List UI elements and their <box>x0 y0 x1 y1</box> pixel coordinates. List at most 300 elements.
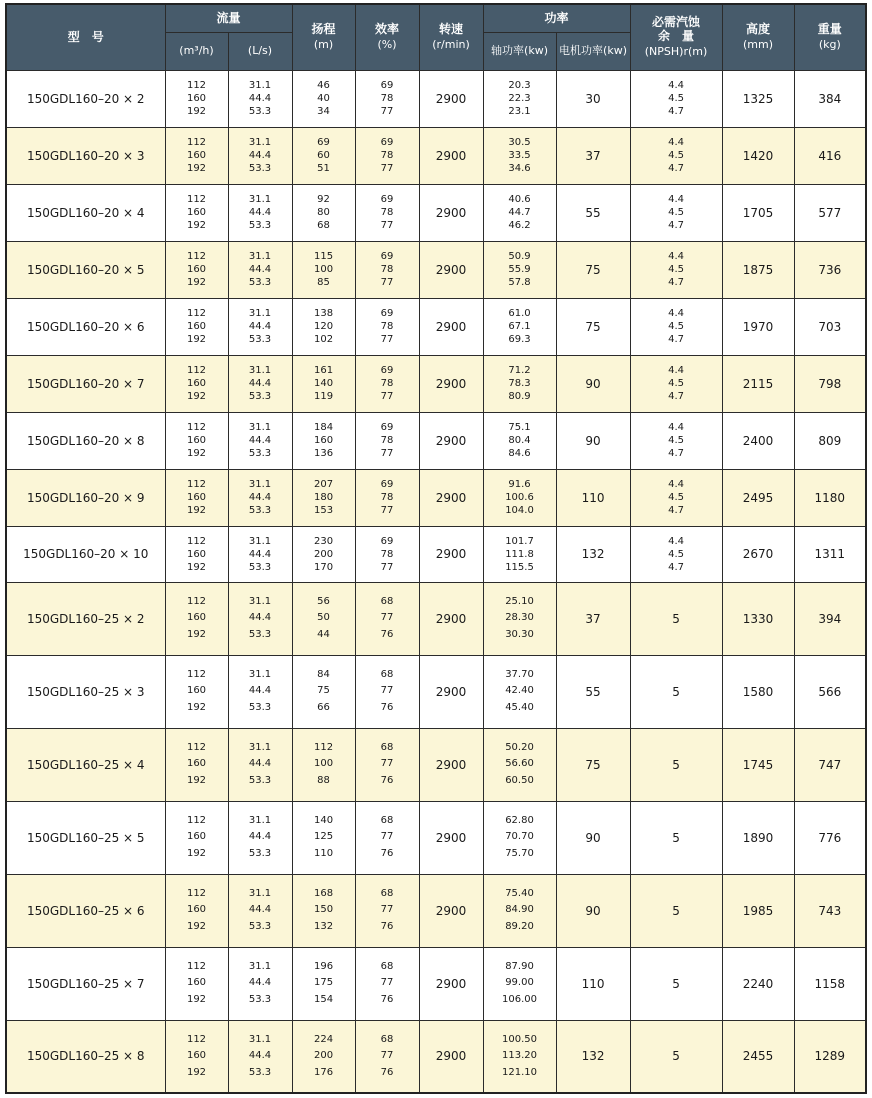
head-cell-value: 175 <box>313 977 334 989</box>
head-cell-value: 40 <box>317 93 330 104</box>
efficiency-cell-value: 77 <box>380 904 394 916</box>
head-cell <box>292 184 355 241</box>
efficiency-cell <box>355 874 419 947</box>
speed-cell: 2900 <box>419 874 483 947</box>
head-cell-value: 150 <box>313 904 334 916</box>
header-weight <box>794 4 866 70</box>
npsh-cell: 5 <box>630 1020 722 1093</box>
flow-m3h-cell-value: 160 <box>186 904 207 916</box>
motor-power-cell: 37 <box>556 582 630 655</box>
shaft-power-cell-value: 80.9 <box>508 391 531 402</box>
head-cell <box>292 70 355 127</box>
npsh-cell <box>630 70 722 127</box>
head-cell-value: 60 <box>317 150 330 161</box>
shaft-power-cell-value: 71.2 <box>508 365 531 376</box>
efficiency-cell-value: 69 <box>380 194 394 205</box>
flow-ls-cell-value: 53.3 <box>248 993 272 1005</box>
shaft-power-cell <box>483 728 556 801</box>
table-row <box>6 355 866 412</box>
head-cell <box>292 1020 355 1093</box>
flow-m3h-cell-value: 160 <box>186 93 207 104</box>
flow-m3h-cell-value: 192 <box>186 106 207 117</box>
flow-m3h-cell-value: 160 <box>186 435 207 446</box>
header-height-unit: (mm) <box>743 38 774 52</box>
npsh-cell-value: 4.7 <box>668 391 684 402</box>
flow-ls-cell-value: 31.1 <box>248 80 272 91</box>
flow-ls-cell-value: 53.3 <box>248 391 272 402</box>
flow-m3h-cell-value: 192 <box>186 448 207 459</box>
npsh-cell: 5 <box>630 582 722 655</box>
head-cell-value: 184 <box>313 422 334 433</box>
efficiency-cell-value: 78 <box>380 321 394 332</box>
shaft-power-cell-value: 106.00 <box>502 993 538 1005</box>
table-row <box>6 801 866 874</box>
flow-m3h-cell-value: 160 <box>186 378 207 389</box>
flow-ls-cell-value: 31.1 <box>248 960 272 972</box>
head-cell-value: 119 <box>313 391 334 402</box>
flow-ls-cell-value: 53.3 <box>248 1066 272 1078</box>
shaft-power-cell-value: 23.1 <box>508 106 531 117</box>
shaft-power-cell <box>483 655 556 728</box>
height-cell: 1580 <box>722 655 794 728</box>
height-cell: 1970 <box>722 298 794 355</box>
shaft-power-cell-value: 40.6 <box>508 194 531 205</box>
motor-power-cell: 90 <box>556 801 630 874</box>
table-row <box>6 298 866 355</box>
head-cell-value: 84 <box>317 668 330 680</box>
model-cell: 150GDL160–25 × 2 <box>6 582 165 655</box>
header-npsh-line1: 必需汽蚀 <box>652 15 701 30</box>
efficiency-cell-value: 77 <box>380 505 394 516</box>
head-cell-value: 170 <box>313 561 334 573</box>
flow-m3h-cell <box>165 947 228 1020</box>
npsh-cell-value: 4.5 <box>668 378 684 389</box>
header-flow: 流量 <box>165 4 292 32</box>
shaft-power-cell-value: 84.90 <box>505 904 534 916</box>
flow-m3h-cell <box>165 184 228 241</box>
shaft-power-cell-value: 34.6 <box>508 163 531 174</box>
flow-ls-cell-value: 53.3 <box>248 163 272 174</box>
head-cell-value: 176 <box>313 1066 334 1078</box>
flow-m3h-cell-value: 160 <box>186 1050 207 1061</box>
table-body <box>6 70 866 1093</box>
npsh-cell: 5 <box>630 947 722 1020</box>
head-cell-value: 68 <box>317 220 330 231</box>
head-cell-value: 140 <box>313 814 334 826</box>
flow-m3h-cell-value: 192 <box>186 220 207 231</box>
efficiency-cell-value: 68 <box>380 595 394 607</box>
flow-ls-cell-value: 31.1 <box>248 1033 272 1045</box>
shaft-power-cell-value: 113.20 <box>502 1050 538 1061</box>
flow-ls-cell-value: 31.1 <box>248 137 272 148</box>
spec-table-container <box>5 3 865 1091</box>
head-cell-value: 46 <box>317 80 330 91</box>
efficiency-cell-value: 76 <box>380 1066 394 1078</box>
shaft-power-cell-value: 115.5 <box>505 561 534 573</box>
motor-power-cell: 90 <box>556 355 630 412</box>
efficiency-cell-value: 78 <box>380 435 394 446</box>
shaft-power-cell-value: 33.5 <box>508 150 531 161</box>
efficiency-cell-value: 77 <box>380 163 394 174</box>
header-flow-m3h: (m³/h) <box>165 32 228 70</box>
flow-ls-cell <box>228 582 292 655</box>
motor-power-cell: 90 <box>556 874 630 947</box>
efficiency-cell-value: 78 <box>380 93 394 104</box>
head-cell <box>292 298 355 355</box>
table-row <box>6 412 866 469</box>
head-cell <box>292 526 355 582</box>
weight-cell: 577 <box>794 184 866 241</box>
flow-ls-cell-value: 44.4 <box>248 548 272 560</box>
flow-ls-cell-value: 31.1 <box>248 251 272 262</box>
flow-ls-cell-value: 44.4 <box>248 904 272 916</box>
npsh-cell: 5 <box>630 801 722 874</box>
shaft-power-cell-value: 55.9 <box>508 264 531 275</box>
npsh-cell-value: 4.4 <box>668 422 684 433</box>
model-cell: 150GDL160–20 × 9 <box>6 469 165 526</box>
shaft-power-cell-value: 69.3 <box>508 334 531 345</box>
efficiency-cell <box>355 355 419 412</box>
efficiency-cell <box>355 801 419 874</box>
weight-cell: 809 <box>794 412 866 469</box>
shaft-power-cell-value: 60.50 <box>505 774 534 786</box>
efficiency-cell <box>355 947 419 1020</box>
npsh-cell-value: 4.4 <box>668 194 684 205</box>
height-cell: 1325 <box>722 70 794 127</box>
weight-cell: 1180 <box>794 469 866 526</box>
npsh-cell-value: 4.5 <box>668 207 684 218</box>
npsh-cell-value: 4.5 <box>668 150 684 161</box>
pump-spec-table <box>5 3 867 1094</box>
npsh-cell <box>630 298 722 355</box>
height-cell: 2240 <box>722 947 794 1020</box>
flow-ls-cell-value: 53.3 <box>248 920 272 932</box>
npsh-cell-value: 4.4 <box>668 80 684 91</box>
efficiency-cell-value: 78 <box>380 150 394 161</box>
efficiency-cell-value: 76 <box>380 847 394 859</box>
speed-cell: 2900 <box>419 184 483 241</box>
header-efficiency <box>355 4 419 70</box>
head-cell-value: 125 <box>313 831 334 843</box>
header-speed-label: 转速 <box>439 22 464 37</box>
flow-m3h-cell-value: 192 <box>186 920 207 932</box>
model-cell: 150GDL160–25 × 8 <box>6 1020 165 1093</box>
motor-power-cell: 55 <box>556 655 630 728</box>
header-efficiency-unit: (%) <box>377 38 397 52</box>
npsh-cell-value: 4.4 <box>668 365 684 376</box>
header-npsh-unit: (NPSH)r(m) <box>644 45 708 59</box>
flow-m3h-cell <box>165 801 228 874</box>
flow-ls-cell-value: 31.1 <box>248 422 272 433</box>
shaft-power-cell-value: 30.5 <box>508 137 531 148</box>
header-model: 型 号 <box>6 4 165 70</box>
speed-cell: 2900 <box>419 728 483 801</box>
flow-ls-cell-value: 53.3 <box>248 847 272 859</box>
flow-ls-cell-value: 44.4 <box>248 758 272 770</box>
weight-cell: 416 <box>794 127 866 184</box>
flow-ls-cell-value: 44.4 <box>248 685 272 697</box>
weight-cell: 1158 <box>794 947 866 1020</box>
header-power: 功率 <box>483 4 630 32</box>
model-cell: 150GDL160–25 × 6 <box>6 874 165 947</box>
shaft-power-cell-value: 30.30 <box>505 628 534 640</box>
header-weight-unit: (kg) <box>818 38 841 52</box>
efficiency-cell-value: 69 <box>380 422 394 433</box>
table-row <box>6 947 866 1020</box>
npsh-cell-value: 4.7 <box>668 334 684 345</box>
speed-cell: 2900 <box>419 241 483 298</box>
table-row <box>6 582 866 655</box>
flow-m3h-cell-value: 192 <box>186 847 207 859</box>
shaft-power-cell <box>483 412 556 469</box>
head-cell <box>292 241 355 298</box>
npsh-cell <box>630 526 722 582</box>
flow-ls-cell <box>228 70 292 127</box>
efficiency-cell-value: 77 <box>380 220 394 231</box>
shaft-power-cell-value: 57.8 <box>508 277 531 288</box>
head-cell <box>292 355 355 412</box>
weight-cell: 736 <box>794 241 866 298</box>
motor-power-cell: 75 <box>556 241 630 298</box>
head-cell-value: 92 <box>317 194 330 205</box>
head-cell-value: 85 <box>317 277 330 288</box>
weight-cell: 394 <box>794 582 866 655</box>
height-cell: 2400 <box>722 412 794 469</box>
npsh-cell: 5 <box>630 874 722 947</box>
height-cell: 1330 <box>722 582 794 655</box>
flow-ls-cell-value: 44.4 <box>248 93 272 104</box>
table-row <box>6 469 866 526</box>
flow-ls-cell <box>228 184 292 241</box>
flow-ls-cell-value: 31.1 <box>248 535 272 547</box>
flow-ls-cell <box>228 1020 292 1093</box>
flow-m3h-cell <box>165 1020 228 1093</box>
speed-cell: 2900 <box>419 655 483 728</box>
npsh-cell <box>630 184 722 241</box>
height-cell: 2495 <box>722 469 794 526</box>
head-cell-value: 132 <box>313 920 334 932</box>
flow-m3h-cell-value: 112 <box>186 814 207 826</box>
flow-m3h-cell-value: 160 <box>186 977 207 989</box>
efficiency-cell-value: 77 <box>380 758 394 770</box>
flow-ls-cell-value: 53.3 <box>248 277 272 288</box>
head-cell-value: 230 <box>313 535 334 547</box>
npsh-cell-value: 4.5 <box>668 321 684 332</box>
weight-cell: 1311 <box>794 526 866 582</box>
flow-m3h-cell-value: 160 <box>186 207 207 218</box>
height-cell: 1985 <box>722 874 794 947</box>
npsh-cell-value: 4.5 <box>668 93 684 104</box>
table-row <box>6 728 866 801</box>
shaft-power-cell-value: 28.30 <box>505 612 534 624</box>
flow-m3h-cell-value: 112 <box>186 365 207 376</box>
efficiency-cell-value: 77 <box>380 561 394 573</box>
npsh-cell-value: 4.5 <box>668 435 684 446</box>
shaft-power-cell <box>483 355 556 412</box>
npsh-cell-value: 4.7 <box>668 448 684 459</box>
header-speed-unit: (r/min) <box>432 38 470 52</box>
header-flow-ls: (L/s) <box>228 32 292 70</box>
height-cell: 1875 <box>722 241 794 298</box>
model-cell: 150GDL160–20 × 5 <box>6 241 165 298</box>
head-cell <box>292 655 355 728</box>
npsh-cell <box>630 412 722 469</box>
shaft-power-cell <box>483 469 556 526</box>
flow-ls-cell-value: 53.3 <box>248 334 272 345</box>
flow-m3h-cell-value: 160 <box>186 612 207 624</box>
header-efficiency-label: 效率 <box>375 22 400 37</box>
npsh-cell: 5 <box>630 728 722 801</box>
table-row <box>6 1020 866 1093</box>
header-weight-label: 重量 <box>817 22 842 37</box>
flow-ls-cell <box>228 412 292 469</box>
head-cell-value: 154 <box>313 993 334 1005</box>
flow-m3h-cell-value: 160 <box>186 758 207 770</box>
flow-ls-cell-value: 53.3 <box>248 448 272 459</box>
flow-m3h-cell <box>165 582 228 655</box>
head-cell-value: 207 <box>313 479 334 490</box>
speed-cell: 2900 <box>419 582 483 655</box>
header-height <box>722 4 794 70</box>
npsh-cell-value: 4.4 <box>668 137 684 148</box>
shaft-power-cell-value: 45.40 <box>505 701 534 713</box>
flow-ls-cell-value: 44.4 <box>248 612 272 624</box>
shaft-power-cell <box>483 127 556 184</box>
head-cell-value: 88 <box>317 774 330 786</box>
shaft-power-cell-value: 25.10 <box>505 595 534 607</box>
head-cell-value: 200 <box>313 548 334 560</box>
motor-power-cell: 110 <box>556 469 630 526</box>
flow-m3h-cell-value: 160 <box>186 831 207 843</box>
efficiency-cell <box>355 582 419 655</box>
efficiency-cell-value: 77 <box>380 612 394 624</box>
flow-m3h-cell <box>165 298 228 355</box>
speed-cell: 2900 <box>419 355 483 412</box>
motor-power-cell: 90 <box>556 412 630 469</box>
flow-ls-cell-value: 31.1 <box>248 479 272 490</box>
height-cell: 1890 <box>722 801 794 874</box>
efficiency-cell-value: 77 <box>380 106 394 117</box>
shaft-power-cell-value: 61.0 <box>508 308 531 319</box>
shaft-power-cell-value: 42.40 <box>505 685 534 697</box>
flow-ls-cell <box>228 728 292 801</box>
flow-m3h-cell-value: 112 <box>186 1033 207 1045</box>
npsh-cell <box>630 469 722 526</box>
flow-m3h-cell-value: 112 <box>186 422 207 433</box>
npsh-cell-value: 4.5 <box>668 492 684 503</box>
shaft-power-cell-value: 50.20 <box>505 741 534 753</box>
shaft-power-cell-value: 87.90 <box>505 960 534 972</box>
efficiency-cell <box>355 655 419 728</box>
model-cell: 150GDL160–20 × 6 <box>6 298 165 355</box>
flow-ls-cell-value: 53.3 <box>248 220 272 231</box>
flow-m3h-cell-value: 192 <box>186 391 207 402</box>
flow-m3h-cell <box>165 655 228 728</box>
efficiency-cell-value: 68 <box>380 741 394 753</box>
head-cell-value: 80 <box>317 207 330 218</box>
flow-ls-cell-value: 31.1 <box>248 887 272 899</box>
flow-m3h-cell-value: 112 <box>186 308 207 319</box>
head-cell-value: 102 <box>313 334 334 345</box>
shaft-power-cell-value: 62.80 <box>505 814 534 826</box>
flow-m3h-cell-value: 192 <box>186 701 207 713</box>
flow-ls-cell <box>228 874 292 947</box>
npsh-cell-value: 4.5 <box>668 264 684 275</box>
shaft-power-cell-value: 84.6 <box>508 448 531 459</box>
weight-cell: 1289 <box>794 1020 866 1093</box>
flow-m3h-cell-value: 192 <box>186 277 207 288</box>
flow-ls-cell <box>228 127 292 184</box>
flow-m3h-cell <box>165 70 228 127</box>
model-cell: 150GDL160–20 × 2 <box>6 70 165 127</box>
shaft-power-cell <box>483 1020 556 1093</box>
shaft-power-cell-value: 100.50 <box>502 1033 538 1045</box>
model-cell: 150GDL160–20 × 8 <box>6 412 165 469</box>
flow-ls-cell-value: 44.4 <box>248 435 272 446</box>
flow-ls-cell-value: 44.4 <box>248 207 272 218</box>
flow-m3h-cell-value: 112 <box>186 137 207 148</box>
table-row <box>6 127 866 184</box>
efficiency-cell-value: 78 <box>380 378 394 389</box>
head-cell-value: 153 <box>313 505 334 516</box>
flow-m3h-cell <box>165 728 228 801</box>
head-cell <box>292 469 355 526</box>
shaft-power-cell-value: 104.0 <box>505 505 534 516</box>
table-row <box>6 70 866 127</box>
shaft-power-cell <box>483 298 556 355</box>
flow-m3h-cell-value: 112 <box>186 80 207 91</box>
head-cell-value: 110 <box>313 847 334 859</box>
weight-cell: 747 <box>794 728 866 801</box>
efficiency-cell-value: 77 <box>380 1050 394 1061</box>
head-cell-value: 115 <box>313 251 334 262</box>
flow-ls-cell-value: 31.1 <box>248 308 272 319</box>
head-cell-value: 136 <box>313 448 334 459</box>
efficiency-cell-value: 69 <box>380 137 394 148</box>
efficiency-cell-value: 76 <box>380 701 394 713</box>
npsh-cell-value: 4.5 <box>668 548 684 560</box>
efficiency-cell-value: 78 <box>380 548 394 560</box>
flow-m3h-cell <box>165 355 228 412</box>
height-cell: 1705 <box>722 184 794 241</box>
flow-m3h-cell <box>165 127 228 184</box>
head-cell-value: 75 <box>317 685 330 697</box>
head-cell <box>292 127 355 184</box>
flow-m3h-cell-value: 192 <box>186 334 207 345</box>
efficiency-cell <box>355 728 419 801</box>
flow-m3h-cell-value: 112 <box>186 535 207 547</box>
efficiency-cell <box>355 70 419 127</box>
shaft-power-cell <box>483 526 556 582</box>
flow-ls-cell-value: 44.4 <box>248 1050 272 1061</box>
header-speed <box>419 4 483 70</box>
efficiency-cell-value: 69 <box>380 251 394 262</box>
efficiency-cell <box>355 241 419 298</box>
efficiency-cell-value: 76 <box>380 774 394 786</box>
speed-cell: 2900 <box>419 70 483 127</box>
weight-cell: 776 <box>794 801 866 874</box>
npsh-cell-value: 4.4 <box>668 479 684 490</box>
shaft-power-cell-value: 121.10 <box>502 1066 538 1078</box>
height-cell: 2455 <box>722 1020 794 1093</box>
height-cell: 2670 <box>722 526 794 582</box>
shaft-power-cell-value: 46.2 <box>508 220 531 231</box>
head-cell-value: 160 <box>313 435 334 446</box>
flow-ls-cell-value: 31.1 <box>248 595 272 607</box>
speed-cell: 2900 <box>419 526 483 582</box>
flow-m3h-cell-value: 160 <box>186 150 207 161</box>
header-npsh <box>630 4 722 70</box>
